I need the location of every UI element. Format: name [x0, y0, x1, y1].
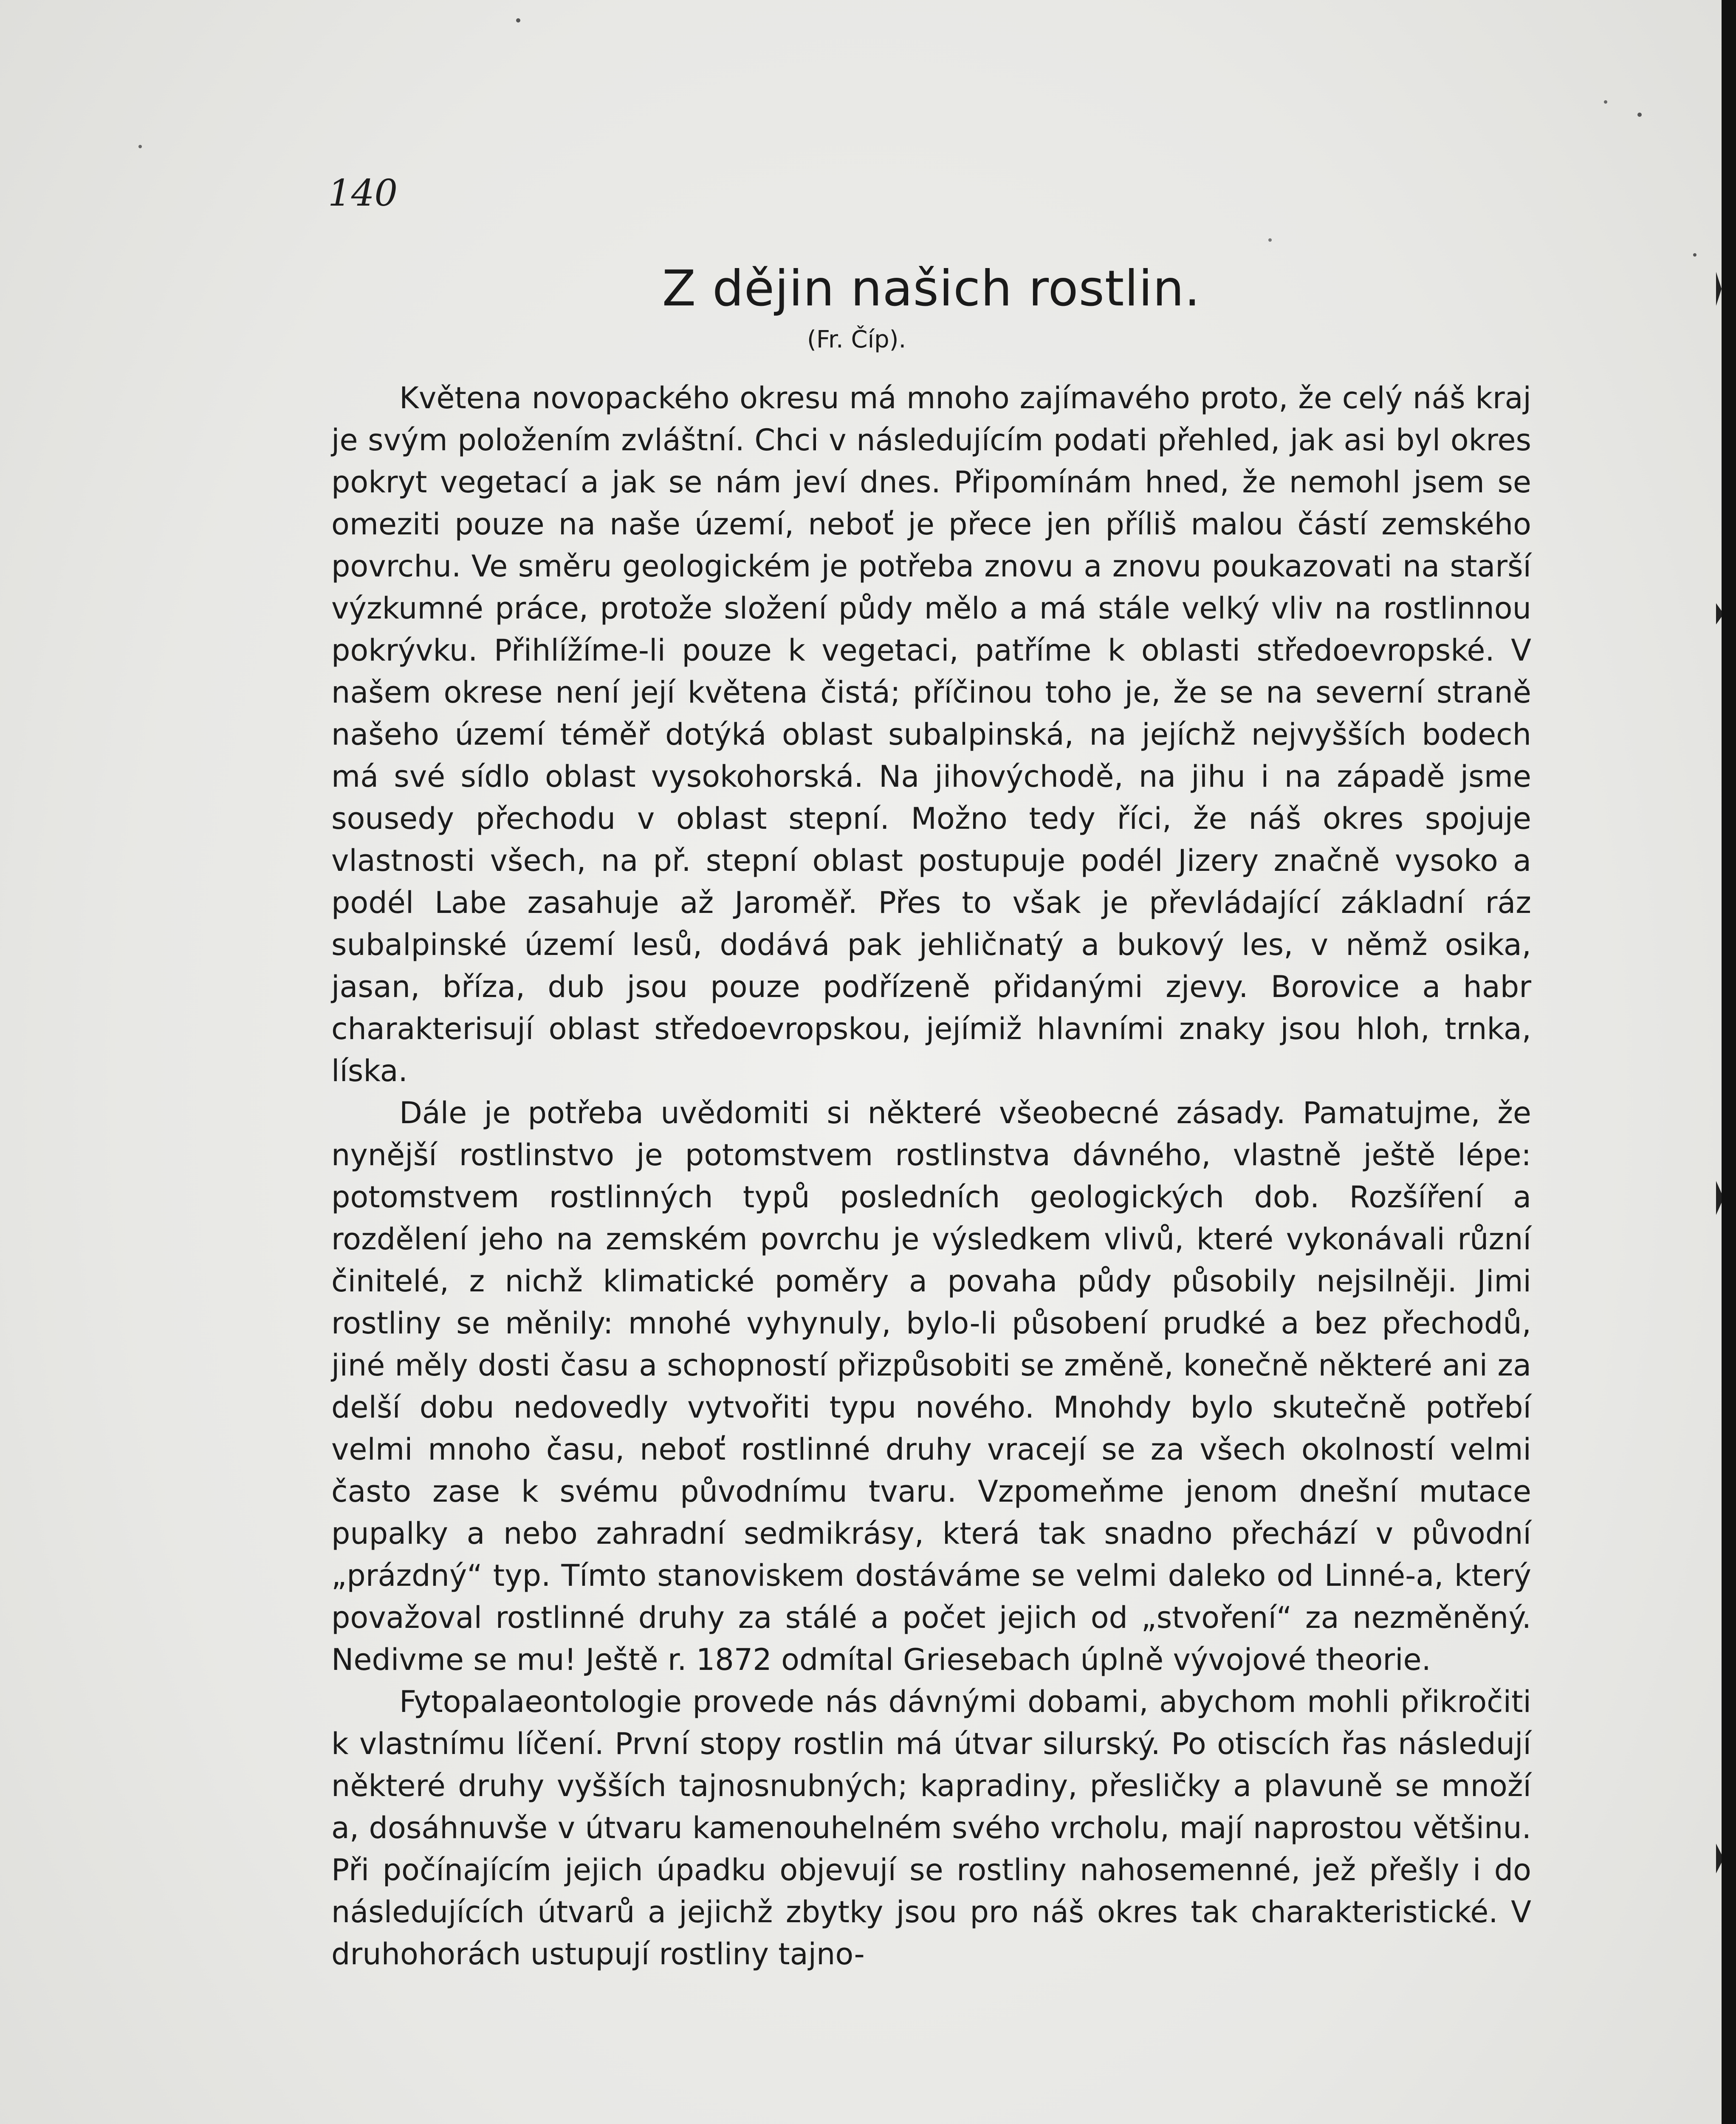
scan-right-border	[1722, 0, 1736, 2124]
paragraph: Květena novopackého okresu má mnoho zajímavého proto, že celý náš kraj je svým položením zvláštní. Chci v následujícím podati přehled, jak asi byl okres pokryt vegetací a jak se nám jeví dnes. Připomínám hned, že nemohl jsem se omeziti pouze na naše území, neboť je přece jen příliš malou částí zemského povrchu. Ve směru geologickém je potřeba znovu a znovu poukazovati na starší výzkumné práce, protože složení půdy mělo a má stále velký vliv na rostlinnou pokrývku. Přihlížíme-li pouze k vegetaci, patříme k oblasti středoevropské. V našem okrese není její květena čistá; příčinou toho je, že se na severní straně našeho území téměř dotýká oblast subalpinská, na jejíchž nejvyšších bodech má své sídlo oblast vysokohorská. Na jihovýchodě, na jihu i na západě jsme sousedy přechodu v oblast stepní. Možno tedy říci, že náš okres spojuje vlastnosti všech, na př. stepní oblast postupuje podél Jizery značně vysoko a podél Labe zasahuje až Jaroměř. Přes to však je převládající základní ráz subalpinské území lesů, dodává pak jehličnatý a bukový les, v němž osika, jasan, bříza, dub jsou pouze podřízeně přidanými zjevy. Borovice a habr charakterisují oblast středoevropskou, jejímiž hlavními znaky jsou hloh, trnka, líska.	[331, 381, 1531, 1088]
paragraph: Fytopalaeontologie provede nás dávnými dobami, abychom mohli přikročiti k vlastnímu líčení. První stopy rostlin má útvar silurský. Po otiscích řas následují některé druhy vyšších tajnosnubných; kapradiny, přesličky a plavuně se množí a, dosáhnuvše v útvaru kamenouhelném svého vrcholu, mají naprostou většinu. Při počínajícím jejich úpadku objevují se rostliny nahosemenné, jež přešly i do následujících útvarů a jejichž zbytky jsou pro náš okres tak charakteristické. V druhohorách ustupují rostliny tajno-	[331, 1684, 1531, 1971]
speck	[1268, 238, 1272, 242]
edge-mark	[1716, 272, 1722, 306]
speck	[516, 18, 520, 23]
speck	[1604, 100, 1607, 104]
speck	[1637, 113, 1642, 117]
speck	[138, 145, 142, 148]
page-number: 140	[328, 172, 398, 215]
article-title: Z dějin našich rostlin.	[662, 260, 1201, 317]
article-author: (Fr. Číp).	[807, 326, 906, 353]
paragraph: Dále je potřeba uvědomiti si některé všeobecné zásady. Pamatujme, že nynější rostlinstvo je potomstvem rostlinstva dávného, vlastně ještě lépe: potomstvem rostlinných typů posledních geologických dob. Rozšíření a rozdělení jeho na zemském povrchu je výsledkem vlivů, které vykonávali různí činitelé, z nichž klimatické poměry a povaha půdy působily nejsilněji. Jimi rostliny se měnily: mnohé vyhynuly, bylo-li působení prudké a bez přechodů, jiné měly dosti času a schopností přizpůsobiti se změně, konečně některé ani za delší dobu nedovedly vytvořiti typu nového. Mnohdy bylo skutečně potřebí velmi mnoho času, neboť rostlinné druhy vracejí se za všech okolností velmi často zase k svému původnímu tvaru. Vzpomeňme jenom dnešní mutace pupalky a nebo zahradní sedmikrásy, která tak snadno přechází v původní „prázdný“ typ. Tímto stanoviskem dostáváme se velmi daleko od Linné-a, který považoval rostlinné druhy za stálé a počet jejich od „stvoření“ za nezměněný. Nedivme se mu! Ještě r. 1872 odmítal Griesebach úplně vývojové theorie.	[331, 1096, 1531, 1677]
article-body	[331, 377, 1531, 1975]
speck	[1693, 253, 1696, 257]
